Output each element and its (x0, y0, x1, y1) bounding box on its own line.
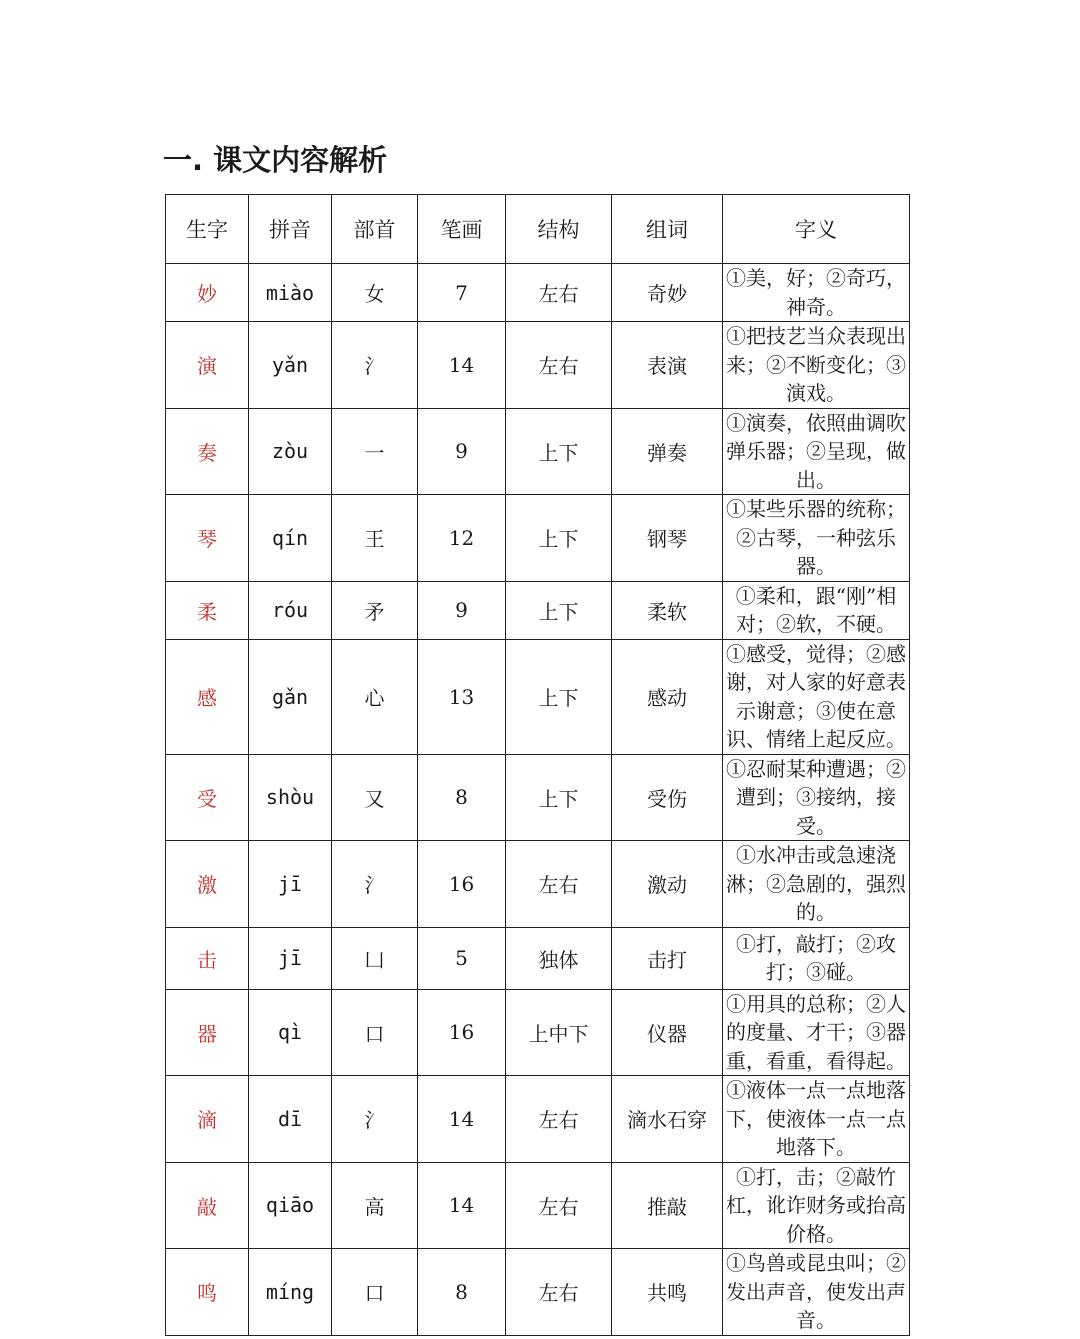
cell-structure: 上下 (506, 581, 612, 639)
cell-pinyin: qì (249, 989, 332, 1076)
cell-structure: 上下 (506, 639, 612, 754)
cell-word: 柔软 (612, 581, 723, 639)
cell-strokes: 8 (418, 1249, 506, 1336)
cell-pinyin: miào (249, 264, 332, 322)
cell-strokes: 12 (418, 495, 506, 582)
cell-pinyin: dī (249, 1076, 332, 1163)
cell-meaning: ①水冲击或急速浇淋；②急剧的，强烈的。 (723, 841, 910, 928)
table-row (166, 1249, 910, 1336)
cell-strokes: 7 (418, 264, 506, 322)
cell-structure: 左右 (506, 322, 612, 409)
cell-word: 击打 (612, 927, 723, 989)
cell-char: 受 (166, 754, 249, 841)
header-char: 生字 (166, 195, 249, 264)
cell-word: 推敲 (612, 1162, 723, 1249)
section-title: 一. 课文内容解析 (163, 143, 388, 177)
cell-char: 柔 (166, 581, 249, 639)
cell-char: 感 (166, 639, 249, 754)
cell-meaning: ①把技艺当众表现出来；②不断变化；③演戏。 (723, 322, 910, 409)
cell-word: 表演 (612, 322, 723, 409)
cell-structure: 左右 (506, 264, 612, 322)
cell-meaning: ①某些乐器的统称；②古琴，一种弦乐器。 (723, 495, 910, 582)
cell-char: 激 (166, 841, 249, 928)
cell-pinyin: jī (249, 927, 332, 989)
cell-pinyin: qiāo (249, 1162, 332, 1249)
cell-radical: 氵 (332, 322, 418, 409)
cell-radical: 王 (332, 495, 418, 582)
cell-structure: 上下 (506, 408, 612, 495)
cell-char: 妙 (166, 264, 249, 322)
cell-structure: 上中下 (506, 989, 612, 1076)
table-row (166, 1162, 910, 1249)
cell-strokes: 14 (418, 322, 506, 409)
cell-strokes: 13 (418, 639, 506, 754)
cell-strokes: 9 (418, 408, 506, 495)
cell-word: 仪器 (612, 989, 723, 1076)
cell-structure: 上下 (506, 495, 612, 582)
cell-word: 感动 (612, 639, 723, 754)
header-structure: 结构 (506, 195, 612, 264)
table-row (166, 927, 910, 989)
cell-pinyin: shòu (249, 754, 332, 841)
header-radical: 部首 (332, 195, 418, 264)
cell-pinyin: zòu (249, 408, 332, 495)
cell-meaning: ①忍耐某种遭遇；②遭到；③接纳，接受。 (723, 754, 910, 841)
cell-word: 弹奏 (612, 408, 723, 495)
cell-meaning: ①打，击；②敲竹杠，讹诈财务或抬高价格。 (723, 1162, 910, 1249)
cell-char: 奏 (166, 408, 249, 495)
table-row (166, 754, 910, 841)
table-row (166, 989, 910, 1076)
cell-pinyin: qín (249, 495, 332, 582)
cell-char: 滴 (166, 1076, 249, 1163)
cell-pinyin: róu (249, 581, 332, 639)
cell-pinyin: jī (249, 841, 332, 928)
cell-pinyin: gǎn (249, 639, 332, 754)
cell-char: 击 (166, 927, 249, 989)
cell-word: 钢琴 (612, 495, 723, 582)
cell-radical: 凵 (332, 927, 418, 989)
header-word: 组词 (612, 195, 723, 264)
cell-strokes: 14 (418, 1076, 506, 1163)
cell-pinyin: yǎn (249, 322, 332, 409)
cell-meaning: ①柔和，跟“刚”相对；②软，不硬。 (723, 581, 910, 639)
table-row (166, 1076, 910, 1163)
cell-radical: 矛 (332, 581, 418, 639)
cell-radical: 又 (332, 754, 418, 841)
cell-strokes: 16 (418, 841, 506, 928)
cell-radical: 氵 (332, 841, 418, 928)
cell-meaning: ①美，好；②奇巧，神奇。 (723, 264, 910, 322)
cell-word: 奇妙 (612, 264, 723, 322)
cell-radical: 高 (332, 1162, 418, 1249)
cell-strokes: 8 (418, 754, 506, 841)
cell-structure: 独体 (506, 927, 612, 989)
table-row (166, 841, 910, 928)
cell-char: 鸣 (166, 1249, 249, 1336)
cell-strokes: 16 (418, 989, 506, 1076)
cell-word: 滴水石穿 (612, 1076, 723, 1163)
table-row (166, 495, 910, 582)
table-row (166, 322, 910, 409)
table-header-row (166, 195, 910, 264)
cell-meaning: ①演奏，依照曲调吹弹乐器；②呈现，做出。 (723, 408, 910, 495)
cell-meaning: ①鸟兽或昆虫叫；②发出声音，使发出声音。 (723, 1249, 910, 1336)
cell-strokes: 9 (418, 581, 506, 639)
cell-strokes: 14 (418, 1162, 506, 1249)
cell-structure: 上下 (506, 754, 612, 841)
cell-meaning: ①感受，觉得；②感谢，对人家的好意表示谢意；③使在意识、情绪上起反应。 (723, 639, 910, 754)
header-strokes: 笔画 (418, 195, 506, 264)
cell-structure: 左右 (506, 1249, 612, 1336)
table-row (166, 581, 910, 639)
cell-pinyin: míng (249, 1249, 332, 1336)
cell-strokes: 5 (418, 927, 506, 989)
table-row (166, 264, 910, 322)
cell-word: 受伤 (612, 754, 723, 841)
cell-radical: 口 (332, 989, 418, 1076)
cell-word: 激动 (612, 841, 723, 928)
cell-char: 琴 (166, 495, 249, 582)
cell-char: 敲 (166, 1162, 249, 1249)
cell-structure: 左右 (506, 841, 612, 928)
cell-structure: 左右 (506, 1162, 612, 1249)
cell-meaning: ①用具的总称；②人的度量、才干；③器重，看重，看得起。 (723, 989, 910, 1076)
cell-structure: 左右 (506, 1076, 612, 1163)
table-row (166, 408, 910, 495)
cell-radical: 心 (332, 639, 418, 754)
cell-char: 器 (166, 989, 249, 1076)
header-pinyin: 拼音 (249, 195, 332, 264)
cell-radical: 女 (332, 264, 418, 322)
cell-radical: 口 (332, 1249, 418, 1336)
table-row (166, 639, 910, 754)
header-meaning: 字义 (723, 195, 910, 264)
cell-radical: 一 (332, 408, 418, 495)
cell-meaning: ①打，敲打；②攻打；③碰。 (723, 927, 910, 989)
cell-word: 共鸣 (612, 1249, 723, 1336)
cell-radical: 氵 (332, 1076, 418, 1163)
vocabulary-table (165, 194, 910, 1336)
cell-meaning: ①液体一点一点地落下，使液体一点一点地落下。 (723, 1076, 910, 1163)
cell-char: 演 (166, 322, 249, 409)
